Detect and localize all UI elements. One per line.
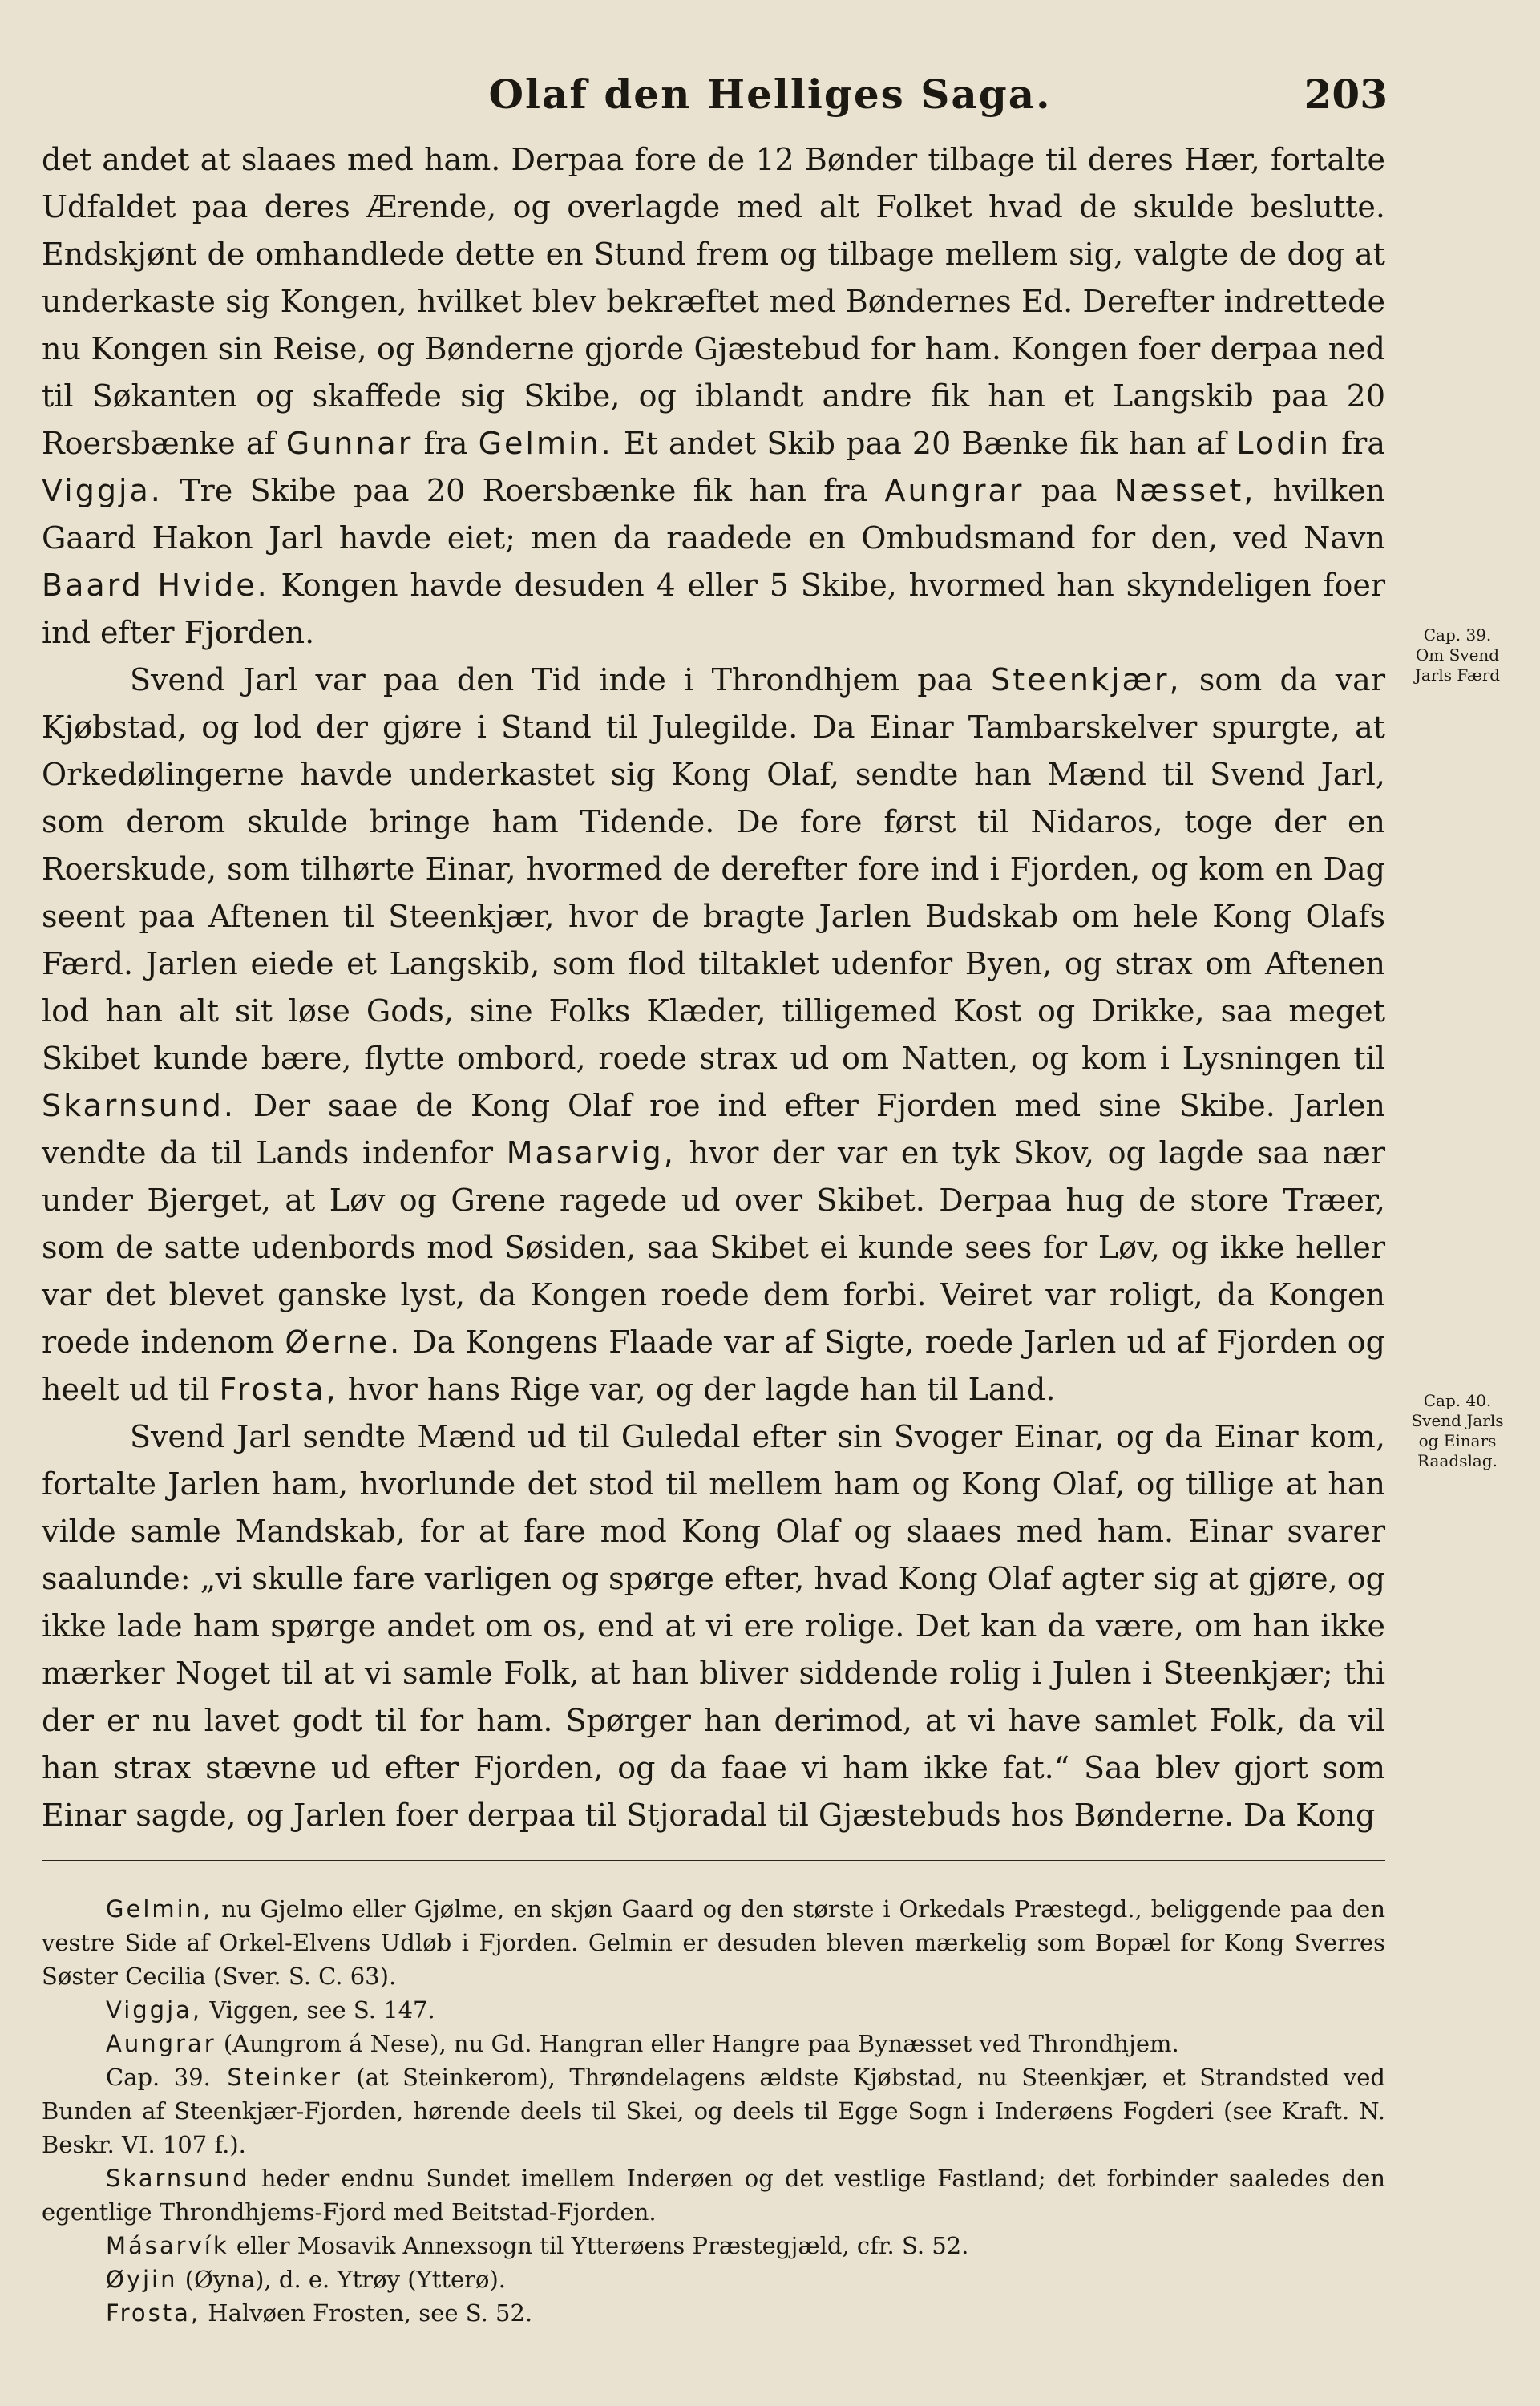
footnote-text: Halvøen Frosten, see S. 52. (200, 2299, 533, 2327)
footnotes (42, 1892, 1385, 2330)
margin-note-line: Svend Jarls (1411, 1411, 1504, 1430)
paragraph-3: Svend Jarl sendte Mænd ud til Guledal efter sin Svoger Einar, og da Einar kom, fortalte Jarlen ham, hvorlunde det stod til mellem ham og Kong Olaf, og tillige at han vilde samle Mandskab, for at fare mod Kong Olaf og slaaes med ham. Einar svarer saalunde: „vi skulle fare varligen og spørge efter, hvad Kong Olaf agter sig at gjøre, og ikke lade ham spørge andet om os, end at vi ere rolige. Det kan da være, om han ikke mærker Noget til at vi samle Folk, at han bliver siddende rolig i Julen i Steenkjær; thi der er nu lavet godt til for ham. Spørger han derimod, at vi have samlet Folk, da vil han strax stævne ud efter Fjorden, og da faae vi ham ikke fat.“ Saa blev gjort som Einar sagde, og Jarlen foer derpaa til Stjoradal til Gjæstebuds hos Bønderne. Da Kong (42, 1419, 1385, 1833)
footnote (42, 2060, 1385, 2161)
running-title: Olaf den Helliges Saga. (488, 71, 1052, 118)
place-name: Næsset, (1114, 473, 1256, 508)
paragraph-2 (42, 657, 1385, 1413)
footnote-text: (at Steinkerom), Thrøndelagens ældste Kjøbstad, nu Steenkjær, et Strandsted ved Bunden af Steenkjær-Fjorden, hørende deels til Skei, og deels til Egge Sogn i Inderøens Fogderi (see Kraft. N. Beskr. VI. 107 f.). (42, 2064, 1385, 2158)
footnote-term: Gelmin, (106, 1895, 213, 1923)
text-run: hvilken Gaard Hakon Jarl havde eiet; men da raadede en Ombudsmand for den, ved Navn (42, 473, 1385, 556)
place-name: Frosta, (219, 1372, 338, 1407)
text-run: fra (1330, 426, 1385, 461)
place-name: Viggja. (42, 473, 163, 508)
place-name: Gunnar (285, 426, 414, 461)
paragraph-1 (42, 136, 1385, 657)
text-run: Da Kongens Flaade var af Sigte, roede Jarlen ud af Fjorden og heelt ud til (42, 1324, 1386, 1407)
page-header (0, 71, 1540, 127)
text-run: hvor der var en tyk Skov, og lagde saa nær under Bjerget, at Løv og Grene ragede ud over Skibet. Derpaa hug de store Træer, som de satte udenbords mod Søsiden, saa Skibet ei kunde sees for Løv, og ikke heller var det blevet ganske lyst, da Kongen roede dem forbi. Veiret var roligt, da Kongen roede indenom (42, 1135, 1386, 1360)
margin-note-chapter: Cap. 40. (1423, 1391, 1492, 1410)
text-run: Tre Skibe paa 20 Roersbænke fik han fra (162, 473, 885, 508)
footnote (42, 2161, 1385, 2229)
text-run: som da var Kjøbstad, og lod der gjøre i Stand til Julegilde. Da Einar Tambarskelver spurgte, at Orkedølingerne havde underkastet sig Kong Olaf, sendte han Mænd til Svend Jarl, som derom skulde bringe ham Tidende. De fore først til Nidaros, toge der en Roerskude, som tilhørte Einar, hvormed de derefter fore ind i Fjorden, og kom en Dag seent paa Aftenen til Steenkjær, hvor de bragte Jarlen Budskab om hele Kong Olafs Færd. Jarlen eiede et Langskib, som flod tiltaklet udenfor Byen, og strax om Aftenen lod han alt sit løse Gods, sine Folks Klæder, tilligemed Kost og Drikke, saa meget Skibet kunde bære, flytte ombord, roede strax ud om Natten, og kom i Lysningen til (42, 662, 1385, 1076)
footnote-text: (Aungrom á Nese), nu Gd. Hangran eller Hangre paa Bynæsset ved Throndhjem. (216, 2030, 1179, 2057)
page-number: 203 (1304, 71, 1388, 118)
place-name: Gelmin. (478, 426, 613, 461)
footnote-term: Aungrar (106, 2030, 216, 2057)
footnote-term: Øyjin (106, 2266, 178, 2293)
margin-note-chapter: Cap. 39. (1423, 625, 1492, 645)
footnote-text: nu Gjelmo eller Gjølme, en skjøn Gaard og den største i Orkedals Præstegd., beliggende paa den vestre Side af Orkel-Elvens Udløb i Fjorden. Gelmin er desuden bleven mærkelig som Bopæl for Kong Sverres Søster Cecilia (Sver. S. C. 63). (42, 1895, 1385, 1990)
text-run: Der saae de Kong Olaf roe ind efter Fjorden med sine Skibe. Jarlen vendte da til Lands indenfor (42, 1088, 1385, 1171)
margin-note-line: Jarls Færd (1414, 665, 1501, 685)
footnote-term: Másarvík (106, 2232, 229, 2259)
text-run: det andet at slaaes med ham. Derpaa fore de 12 Bønder tilbage til deres Hær, fortalte Udfaldet paa deres Ærende, og overlagde med alt Folket hvad de skulde beslutte. Endskjønt de omhandlede dette en Stund frem og tilbage mellem sig, valgte de dog at underkaste sig Kongen, hvilket blev bekræftet med Bøndernes Ed. Derefter indrettede nu Kongen sin Reise, og Bønderne gjorde Gjæstebud for ham. Kongen foer derpaa ned til Søkanten og skaffede sig Skibe, og iblandt andre fik han et Langskib paa 20 Roersbænke af (42, 142, 1385, 461)
place-name: Steenkjær, (991, 662, 1182, 698)
place-name: Skarnsund. (42, 1088, 236, 1123)
footnote (42, 2296, 1385, 2330)
place-name: Masarvig, (506, 1135, 676, 1171)
margin-note-cap39 (1393, 625, 1522, 685)
footnote (42, 2229, 1385, 2262)
margin-note-cap40 (1393, 1391, 1522, 1471)
text-run: hvor hans Rige var, og der lagde han til Land. (338, 1372, 1056, 1407)
footnote (42, 2262, 1385, 2296)
footnote-term: Steinker (210, 2064, 342, 2091)
place-name: Aungrar (884, 473, 1025, 508)
footnote-text: eller Mosavik Annexsogn til Ytterøens Præstegjæld, cfr. S. 52. (228, 2232, 969, 2259)
footnote-term: Frosta, (106, 2299, 201, 2327)
footnote (42, 2027, 1385, 2060)
place-name: Øerne. (285, 1324, 402, 1360)
footnote-divider (42, 1860, 1385, 1862)
footnote-text: Viggen, see S. 147. (202, 1996, 435, 2024)
text-run: paa (1024, 473, 1114, 508)
main-text (42, 136, 1385, 1839)
footnote-term: Skarnsund (106, 2165, 250, 2192)
text-run: Et andet Skib paa 20 Bænke fik han af (612, 426, 1237, 461)
person-name: Lodin (1236, 426, 1331, 461)
footnote-text: heder endnu Sundet imellem Inderøen og det vestlige Fastland; det forbinder saaledes den egentlige Throndhjems-Fjord med Beitstad-Fjorden. (42, 2165, 1385, 2226)
footnote-term: Viggja, (106, 1996, 203, 2024)
text-run: Svend Jarl var paa den Tid inde i Throndhjem paa (130, 662, 992, 698)
text-run: fra (413, 426, 479, 461)
footnote-text: (Øyna), d. e. Ytrøy (Ytterø). (177, 2266, 506, 2293)
margin-note-line: Om Svend (1415, 645, 1500, 665)
text-run: Kongen havde desuden 4 eller 5 Skibe, hvormed han skyndeligen foer ind efter Fjorden. (42, 568, 1385, 650)
person-name: Baard Hvide. (42, 568, 269, 603)
footnote (42, 1993, 1385, 2027)
footnote-chapter: Cap. 39. (106, 2064, 211, 2091)
footnote (42, 1892, 1385, 1993)
margin-note-line: Raadslag. (1417, 1451, 1498, 1470)
margin-note-line: og Einars (1418, 1431, 1497, 1450)
